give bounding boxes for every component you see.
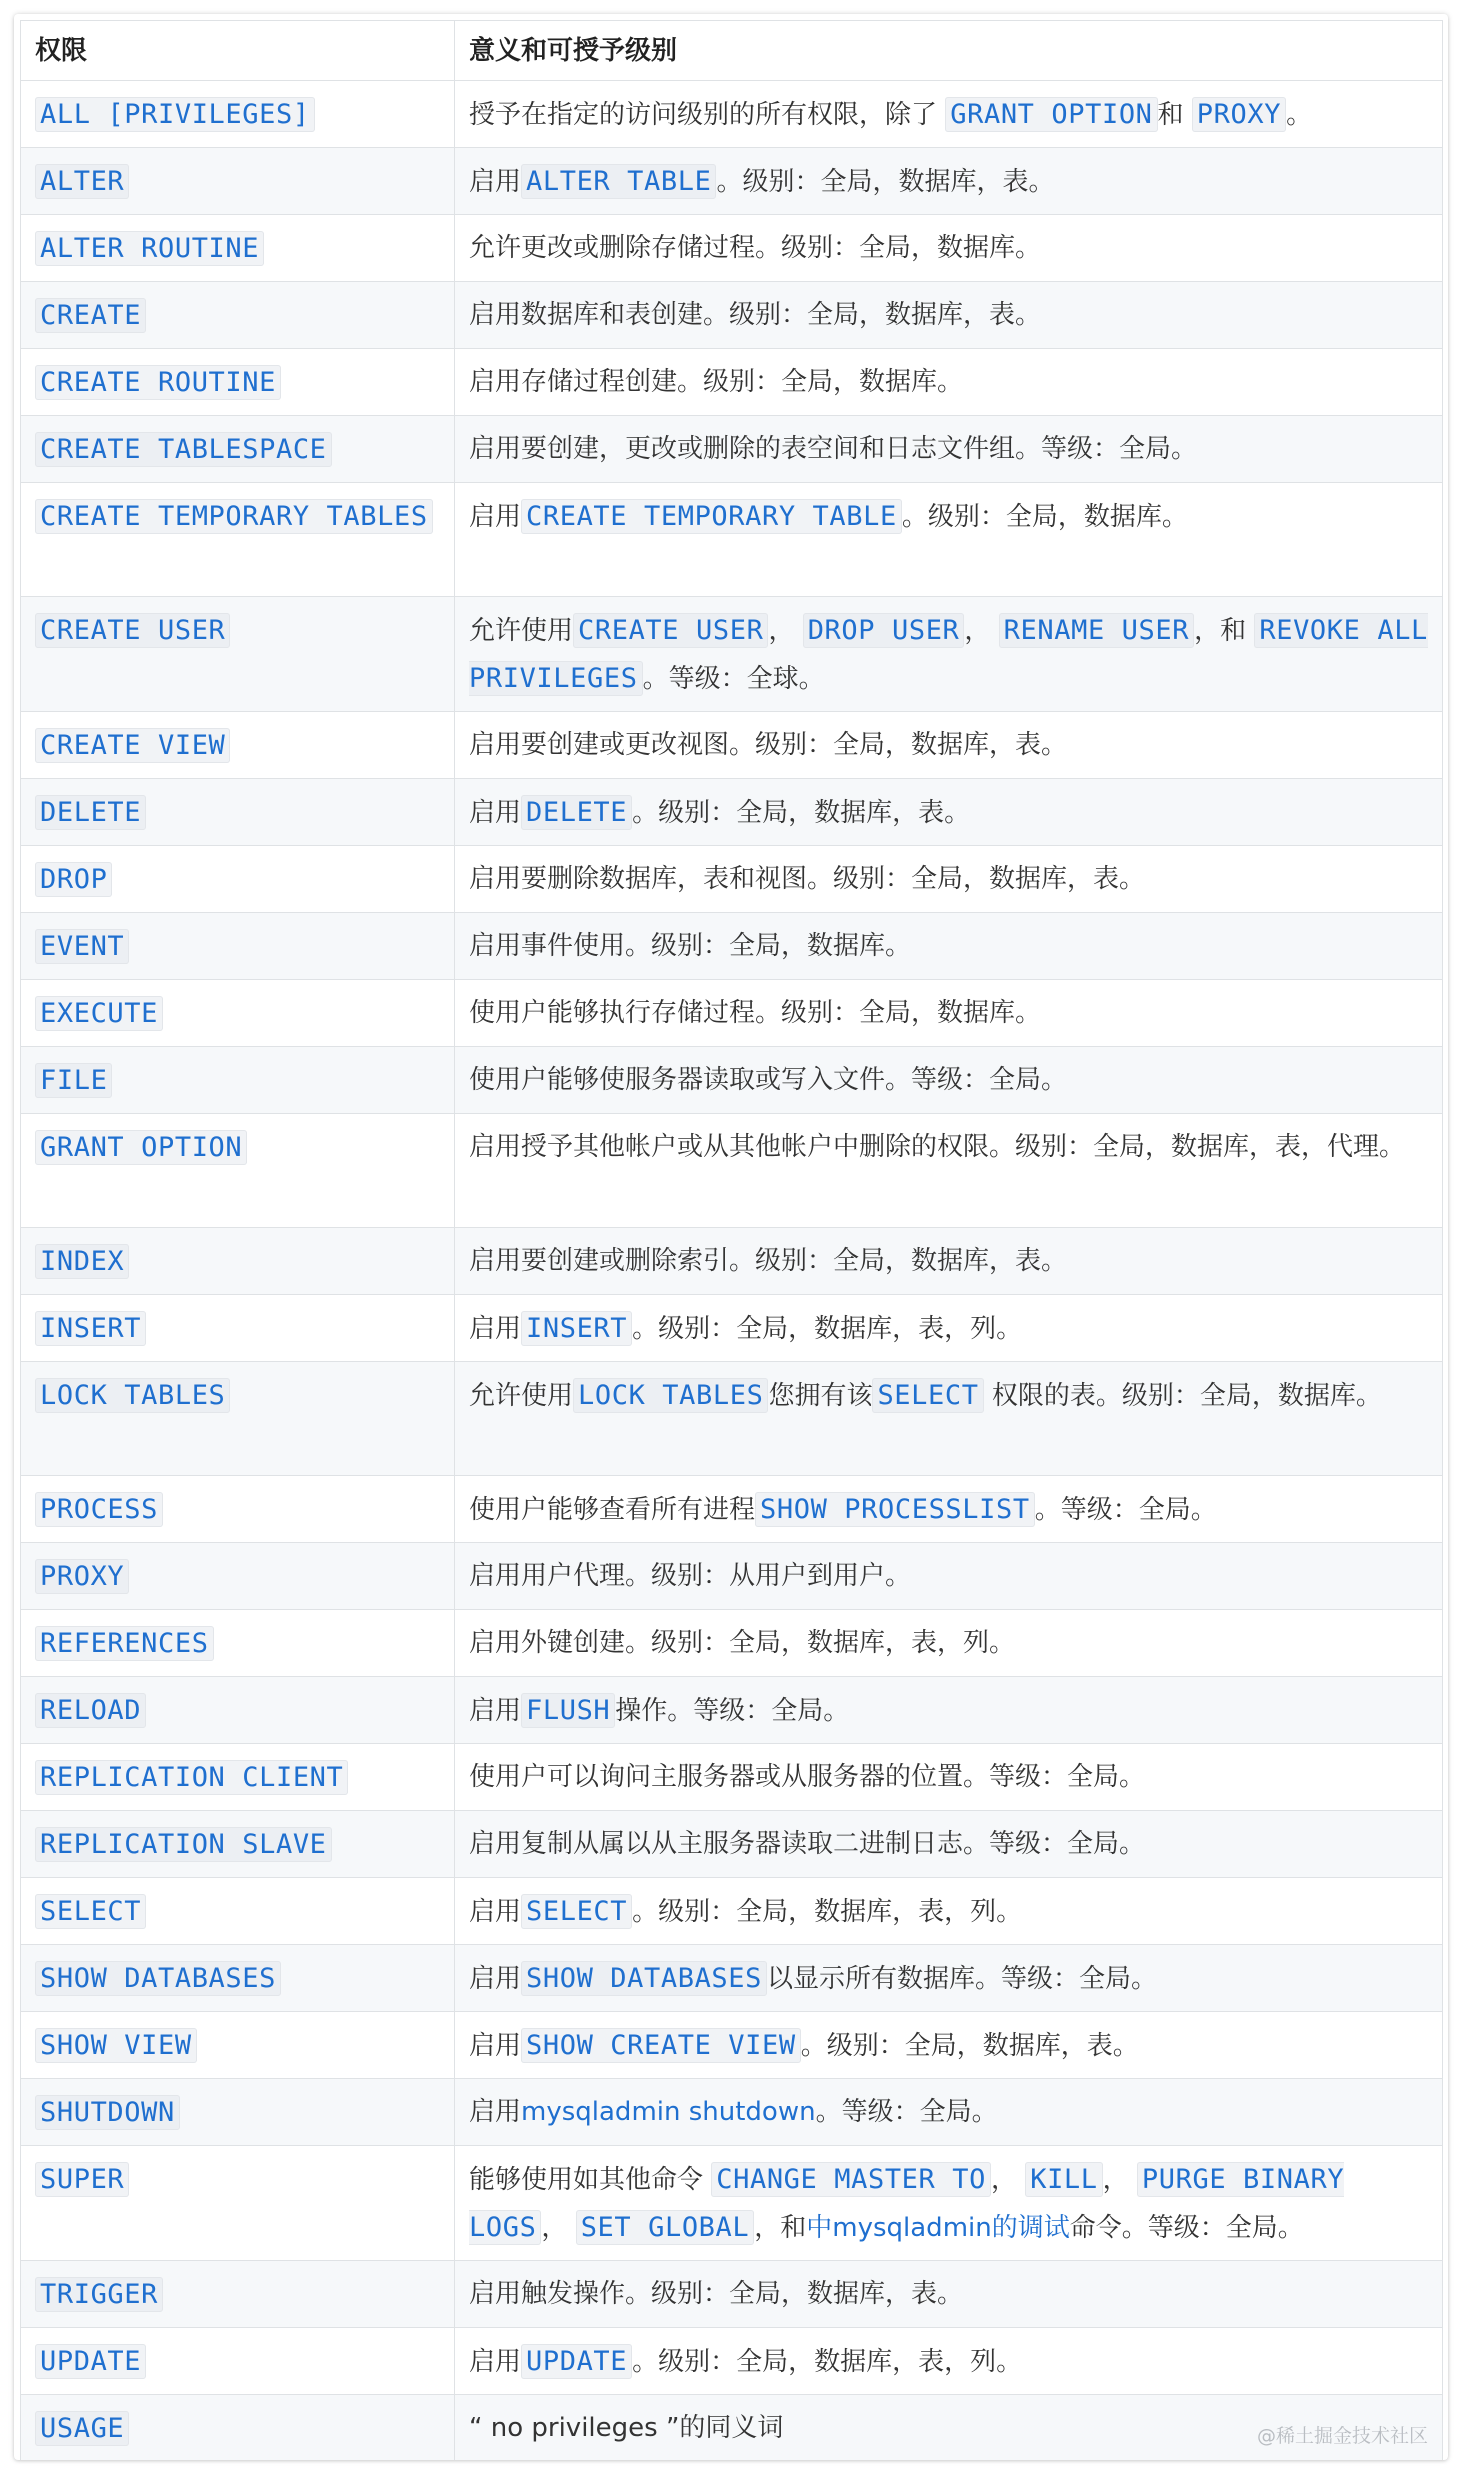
description-cell [455, 81, 1443, 148]
description-text: ， [964, 616, 999, 646]
description-text: 您拥有该 [768, 1381, 873, 1411]
table-row [21, 913, 1443, 980]
inline-code: SET GLOBAL [576, 2210, 755, 2245]
description-text: 启用数据库和表创建。级别：全局，数据库，表。 [469, 300, 1042, 330]
privilege-name: RELOAD [35, 1693, 146, 1728]
privilege-name: REPLICATION SLAVE [35, 1827, 332, 1862]
description-cell [455, 2079, 1443, 2146]
table-row [21, 1228, 1443, 1295]
privileges-table [20, 20, 1443, 2460]
table-row [21, 349, 1443, 416]
privilege-cell [21, 597, 455, 712]
description-link[interactable]: 中mysqladmin的调试 [806, 2213, 1070, 2243]
privilege-cell [21, 1114, 455, 1228]
privilege-cell [21, 282, 455, 349]
privilege-name: CREATE USER [35, 613, 230, 648]
inline-code: CREATE TEMPORARY TABLE [521, 499, 902, 534]
table-row [21, 1744, 1443, 1811]
privilege-cell [21, 2395, 455, 2461]
description-cell [455, 282, 1443, 349]
description-cell [455, 2328, 1443, 2395]
description-text: 允许使用 [469, 1381, 574, 1411]
description-text: 允许更改或删除存储过程。级别：全局，数据库。 [469, 233, 1042, 263]
description-text: ， [768, 616, 803, 646]
privilege-name: ALL [PRIVILEGES] [35, 97, 315, 132]
table-row [21, 1295, 1443, 1362]
inline-code: SHOW DATABASES [521, 1961, 767, 1996]
description-cell [455, 1610, 1443, 1677]
description-text: 启用外键创建。级别：全局，数据库，表，列。 [469, 1628, 1016, 1658]
description-cell [455, 913, 1443, 980]
description-text: 。级别：全局，数据库，表，列。 [632, 2347, 1023, 2377]
table-row [21, 846, 1443, 913]
description-text: 启用 [469, 798, 522, 828]
inline-code: SELECT [872, 1378, 983, 1413]
description-text: 和 [1157, 100, 1192, 130]
table-body [21, 81, 1443, 2461]
description-cell [455, 1543, 1443, 1610]
inline-code: RENAME USER [999, 613, 1194, 648]
description-text: 启用 [469, 2031, 522, 2061]
privilege-cell [21, 1878, 455, 1945]
table-row [21, 282, 1443, 349]
table-card [14, 14, 1448, 2460]
description-cell [455, 1878, 1443, 1945]
privilege-cell [21, 483, 455, 597]
description-text: 能够使用如其他命令 [469, 2165, 712, 2195]
privilege-cell [21, 148, 455, 215]
description-text: 。 [1286, 100, 1313, 130]
privilege-name: CREATE TEMPORARY TABLES [35, 499, 433, 534]
privilege-name: CREATE TABLESPACE [35, 432, 332, 467]
table-row [21, 1610, 1443, 1677]
description-text: ，和 [1194, 616, 1255, 646]
description-text: 启用要创建，更改或删除的表空间和日志文件组。等级：全局。 [469, 434, 1198, 464]
inline-code: CREATE USER [573, 613, 768, 648]
privilege-name: EXECUTE [35, 996, 163, 1031]
inline-code: GRANT OPTION [945, 97, 1157, 132]
privilege-name: TRIGGER [35, 2277, 163, 2312]
inline-code: REVOKE ALL PRIVILEGES [469, 615, 1428, 694]
privilege-name: PROCESS [35, 1492, 163, 1527]
privilege-cell [21, 1295, 455, 1362]
table-row [21, 1476, 1443, 1543]
privilege-cell [21, 2012, 455, 2079]
description-cell [455, 1945, 1443, 2012]
description-text: 使用户可以询问主服务器或从服务器的位置。等级：全局。 [469, 1762, 1146, 1792]
header-privilege: 权限 [21, 21, 455, 81]
watermark: @稀土掘金技术社区 [1256, 2425, 1428, 2447]
description-cell [455, 148, 1443, 215]
privilege-name: CREATE VIEW [35, 728, 230, 763]
description-cell [455, 1114, 1443, 1228]
description-text: 启用事件使用。级别：全局，数据库。 [469, 931, 912, 961]
header-meaning: 意义和可授予级别 [455, 21, 1443, 81]
privilege-cell [21, 81, 455, 148]
privilege-name: DROP [35, 862, 112, 897]
description-text: 。级别：全局，数据库，表，列。 [632, 1314, 1023, 1344]
description-text: 启用要创建或删除索引。级别：全局，数据库，表。 [469, 1246, 1068, 1276]
table-row [21, 148, 1443, 215]
table-row [21, 2328, 1443, 2395]
privilege-cell [21, 2079, 455, 2146]
table-row [21, 2146, 1443, 2261]
description-text: 权限的表。级别：全局，数据库。 [983, 1381, 1382, 1411]
description-cell [455, 980, 1443, 1047]
description-text: 以显示所有数据库。等级：全局。 [767, 1964, 1158, 1994]
description-text: 。等级：全局。 [815, 2097, 998, 2127]
description-text: ， [1102, 2165, 1137, 2195]
table-row [21, 1047, 1443, 1114]
description-text: 启用 [469, 502, 522, 532]
table-row [21, 1677, 1443, 1744]
inline-code: INSERT [521, 1311, 632, 1346]
description-text: 命令。等级：全局。 [1069, 2213, 1304, 2243]
description-cell [455, 597, 1443, 712]
description-cell [455, 1744, 1443, 1811]
inline-code: DROP USER [803, 613, 965, 648]
description-text: 启用授予其他帐户或从其他帐户中删除的权限。级别：全局，数据库，表，代理。 [469, 1132, 1406, 1162]
description-text: 。级别：全局，数据库，表。 [716, 167, 1055, 197]
description-cell [455, 1811, 1443, 1878]
privilege-name: CREATE ROUTINE [35, 365, 281, 400]
inline-code: ALTER TABLE [521, 164, 716, 199]
description-cell [455, 1476, 1443, 1543]
description-text: 操作。等级：全局。 [615, 1696, 850, 1726]
inline-code: PROXY [1192, 97, 1286, 132]
description-text: 使用户能够查看所有进程 [469, 1495, 756, 1525]
privilege-cell [21, 416, 455, 483]
privilege-cell [21, 2261, 455, 2328]
table-header [21, 21, 1443, 81]
description-text: 启用存储过程创建。级别：全局，数据库。 [469, 367, 964, 397]
description-text: 启用触发操作。级别：全局，数据库，表。 [469, 2279, 964, 2309]
privilege-name: CREATE [35, 298, 146, 333]
description-text: 启用用户代理。级别：从用户到用户。 [469, 1561, 912, 1591]
privilege-cell [21, 980, 455, 1047]
privilege-name: PROXY [35, 1559, 129, 1594]
description-text: 使用户能够执行存储过程。级别：全局，数据库。 [469, 998, 1042, 1028]
table-row [21, 1811, 1443, 1878]
description-text: 。级别：全局，数据库，表。 [800, 2031, 1139, 2061]
description-text: 授予在指定的访问级别的所有权限，除了 [469, 100, 946, 130]
table-row [21, 2012, 1443, 2079]
privilege-name: SELECT [35, 1894, 146, 1929]
privilege-name: INDEX [35, 1244, 129, 1279]
table-row [21, 779, 1443, 846]
privilege-cell [21, 1476, 455, 1543]
header-row [21, 21, 1443, 81]
table-row [21, 1362, 1443, 1476]
description-text: 启用 [469, 1964, 522, 1994]
privilege-name: LOCK TABLES [35, 1378, 230, 1413]
privilege-name: GRANT OPTION [35, 1130, 247, 1165]
inline-code: KILL [1025, 2162, 1102, 2197]
description-text: 启用 [469, 2097, 522, 2127]
description-text: 。级别：全局，数据库，表。 [632, 798, 971, 828]
description-text: ， [541, 2213, 576, 2243]
privilege-cell [21, 846, 455, 913]
privilege-name: REPLICATION CLIENT [35, 1760, 348, 1795]
privilege-cell [21, 1610, 455, 1677]
description-text: 启用 [469, 1314, 522, 1344]
description-text: 启用 [469, 1696, 522, 1726]
table-row [21, 1543, 1443, 1610]
table-row [21, 1878, 1443, 1945]
description-cell [455, 846, 1443, 913]
table-row [21, 215, 1443, 282]
description-cell [455, 1677, 1443, 1744]
table-row [21, 416, 1443, 483]
table-row [21, 980, 1443, 1047]
privilege-cell [21, 2146, 455, 2261]
description-cell [455, 2012, 1443, 2079]
privilege-cell [21, 1228, 455, 1295]
description-text: 。级别：全局，数据库，表，列。 [632, 1897, 1023, 1927]
privilege-name: SHOW VIEW [35, 2028, 197, 2063]
table-row [21, 2395, 1443, 2461]
description-text: ， [990, 2165, 1026, 2195]
privilege-name: REFERENCES [35, 1626, 214, 1661]
description-cell [455, 1047, 1443, 1114]
description-cell [455, 2261, 1443, 2328]
privilege-cell [21, 712, 455, 779]
description-cell [455, 2146, 1443, 2261]
description-text: 启用复制从属以从主服务器读取二进制日志。等级：全局。 [469, 1829, 1146, 1859]
privilege-cell [21, 1811, 455, 1878]
inline-code: SELECT [521, 1894, 632, 1929]
description-text: ，和 [754, 2213, 807, 2243]
table-row [21, 483, 1443, 597]
description-text: 启用 [469, 2347, 522, 2377]
inline-code: CHANGE MASTER TO [711, 2162, 991, 2197]
privilege-name: SHOW DATABASES [35, 1961, 281, 1996]
description-text: 允许使用 [469, 616, 574, 646]
inline-code: SHOW PROCESSLIST [755, 1492, 1035, 1527]
description-cell [455, 1362, 1443, 1476]
inline-code: UPDATE [521, 2344, 632, 2379]
inline-code: SHOW CREATE VIEW [521, 2028, 801, 2063]
privilege-name: INSERT [35, 1311, 146, 1346]
table-row [21, 2079, 1443, 2146]
privilege-cell [21, 349, 455, 416]
description-text: 。级别：全局，数据库。 [901, 502, 1188, 532]
privilege-cell [21, 2328, 455, 2395]
inline-code: DELETE [521, 795, 632, 830]
privilege-cell [21, 215, 455, 282]
description-text: 。等级：全局。 [1034, 1495, 1217, 1525]
inline-code: LOCK TABLES [573, 1378, 768, 1413]
table-row [21, 712, 1443, 779]
description-text: 启用 [469, 1897, 522, 1927]
table-row [21, 81, 1443, 148]
description-cell [455, 1295, 1443, 1362]
privilege-cell [21, 1677, 455, 1744]
table-row [21, 597, 1443, 712]
description-text: “ no privileges ”的同义词 [469, 2413, 784, 2443]
table-row [21, 2261, 1443, 2328]
privilege-name: UPDATE [35, 2344, 146, 2379]
privilege-name: SHUTDOWN [35, 2095, 180, 2130]
privilege-name: ALTER [35, 164, 129, 199]
privilege-cell [21, 1945, 455, 2012]
description-text: 启用要删除数据库，表和视图。级别：全局，数据库，表。 [469, 864, 1146, 894]
privilege-name: USAGE [35, 2411, 129, 2446]
description-cell [455, 215, 1443, 282]
privilege-cell [21, 1543, 455, 1610]
description-cell [455, 779, 1443, 846]
privilege-cell [21, 1744, 455, 1811]
description-cell [455, 349, 1443, 416]
description-text: 使用户能够使服务器读取或写入文件。等级：全局。 [469, 1065, 1068, 1095]
privilege-cell [21, 1362, 455, 1476]
table-row [21, 1945, 1443, 2012]
description-text: 启用要创建或更改视图。级别：全局，数据库，表。 [469, 730, 1068, 760]
description-cell [455, 712, 1443, 779]
privilege-name: SUPER [35, 2162, 129, 2197]
inline-code: PURGE BINARY LOGS [469, 2164, 1345, 2243]
description-cell [455, 416, 1443, 483]
privilege-cell [21, 913, 455, 980]
inline-code: FLUSH [521, 1693, 615, 1728]
privilege-cell [21, 779, 455, 846]
privilege-name: FILE [35, 1063, 112, 1098]
description-cell [455, 1228, 1443, 1295]
privilege-name: DELETE [35, 795, 146, 830]
privilege-cell [21, 1047, 455, 1114]
privilege-name: ALTER ROUTINE [35, 231, 264, 266]
privilege-name: EVENT [35, 929, 129, 964]
description-text: 。等级：全球。 [642, 664, 825, 694]
description-cell [455, 483, 1443, 597]
table-row [21, 1114, 1443, 1228]
description-link[interactable]: mysqladmin shutdown [521, 2097, 816, 2127]
description-text: 启用 [469, 167, 522, 197]
